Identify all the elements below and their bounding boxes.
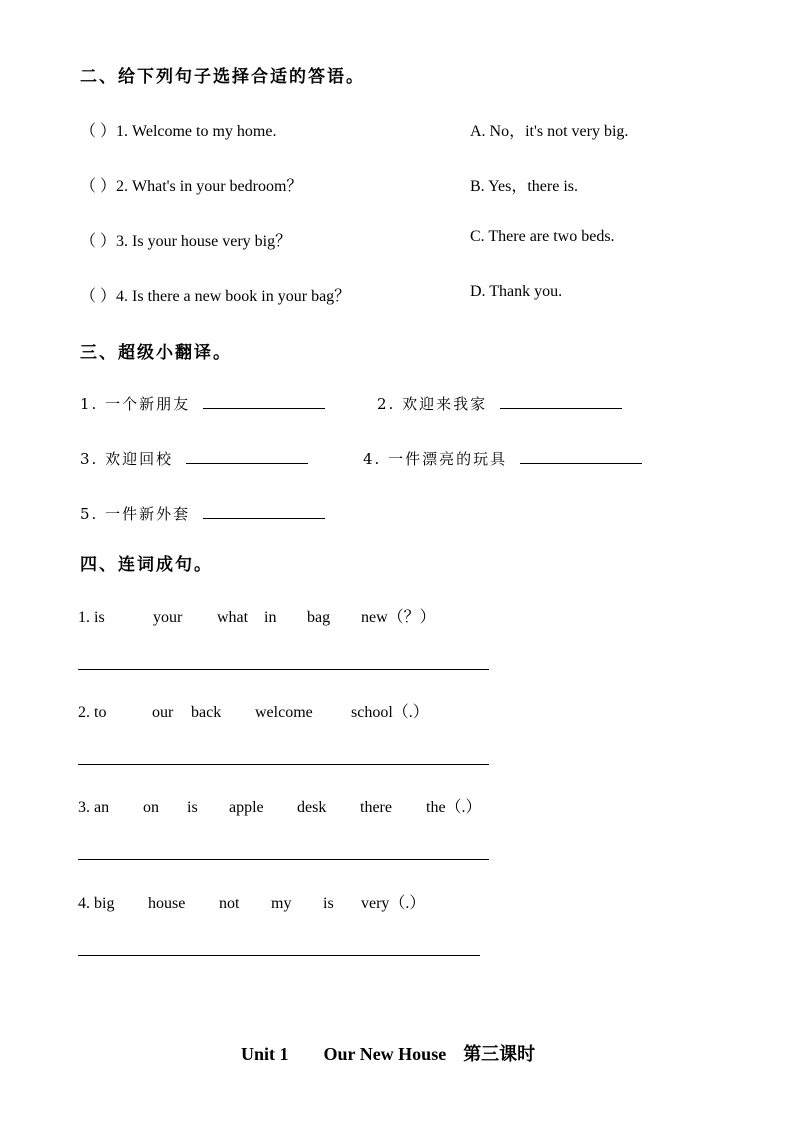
answer-line[interactable]	[78, 669, 489, 670]
answer-option-a: A. No，it's not very big.	[470, 123, 629, 140]
word: house	[148, 895, 186, 912]
question-text: 1. Welcome to my home.	[116, 123, 277, 140]
scrambled-sentence-2	[78, 699, 429, 722]
answer-paren[interactable]: （ ）	[80, 288, 117, 305]
word: our	[152, 704, 174, 721]
section3-heading: 三、超级小翻译。	[80, 343, 232, 363]
lesson-title	[241, 1040, 535, 1066]
word: desk	[297, 799, 327, 816]
answer-paren[interactable]: （ ）	[80, 123, 117, 140]
translation-item-5	[80, 503, 325, 524]
answer-blank[interactable]	[500, 394, 622, 409]
word: there	[360, 799, 392, 816]
answer-line[interactable]	[78, 764, 489, 765]
word: welcome	[255, 704, 313, 721]
question-text: 2. What's in your bedroom？	[116, 178, 303, 195]
answer-option-d: D. Thank you.	[470, 283, 563, 300]
word: is	[187, 799, 198, 816]
answer-paren[interactable]: （ ）	[80, 233, 117, 250]
word: bag	[307, 609, 331, 626]
word: school（.）	[351, 704, 429, 721]
translation-item-4	[363, 448, 642, 469]
word: the（.）	[426, 799, 482, 816]
scrambled-sentence-3	[78, 794, 482, 817]
translation-item-2	[377, 393, 622, 414]
translation-prompt: 2. 欢迎来我家	[377, 395, 488, 413]
question-text: 4. Is there a new book in your bag？	[116, 288, 351, 305]
word: 3. an	[78, 799, 110, 816]
translation-prompt: 1. 一个新朋友	[80, 395, 191, 413]
question-4	[80, 283, 350, 306]
question-3	[80, 228, 291, 251]
word: back	[191, 704, 222, 721]
translation-item-1	[80, 393, 325, 414]
question-1	[80, 118, 276, 141]
answer-blank[interactable]	[203, 394, 325, 409]
word: what	[217, 609, 249, 626]
answer-option-c: C. There are two beds.	[470, 228, 615, 245]
word: on	[143, 799, 159, 816]
unit-label: Unit 1	[241, 1044, 289, 1064]
section4-heading: 四、连词成句。	[80, 555, 213, 575]
word: not	[219, 895, 240, 912]
answer-blank[interactable]	[186, 449, 308, 464]
word: in	[264, 609, 277, 626]
translation-prompt: 3. 欢迎回校	[80, 450, 174, 468]
word: my	[271, 895, 292, 912]
word: 1. is	[78, 609, 105, 626]
question-text: 3. Is your house very big？	[116, 233, 292, 250]
answer-line[interactable]	[78, 955, 480, 956]
word: apple	[229, 799, 264, 816]
word: is	[323, 895, 334, 912]
word: your	[153, 609, 183, 626]
answer-option-b: B. Yes，there is.	[470, 178, 579, 195]
answer-paren[interactable]: （ ）	[80, 178, 117, 195]
translation-item-3	[80, 448, 308, 469]
section2-heading: 二、给下列句子选择合适的答语。	[80, 67, 365, 87]
answer-blank[interactable]	[203, 504, 325, 519]
translation-prompt: 4. 一件漂亮的玩具	[363, 450, 508, 468]
scrambled-sentence-4	[78, 890, 425, 913]
answer-line[interactable]	[78, 859, 489, 860]
lesson-number: 第三课时	[463, 1044, 536, 1065]
unit-title: Our New House	[323, 1044, 447, 1064]
answer-blank[interactable]	[520, 449, 642, 464]
scrambled-sentence-1	[78, 604, 436, 627]
translation-prompt: 5. 一件新外套	[80, 505, 191, 523]
question-2	[80, 173, 302, 196]
word: very（.）	[361, 895, 426, 912]
word: 4. big	[78, 895, 115, 912]
word: 2. to	[78, 704, 107, 721]
word: new（？）	[361, 609, 436, 626]
